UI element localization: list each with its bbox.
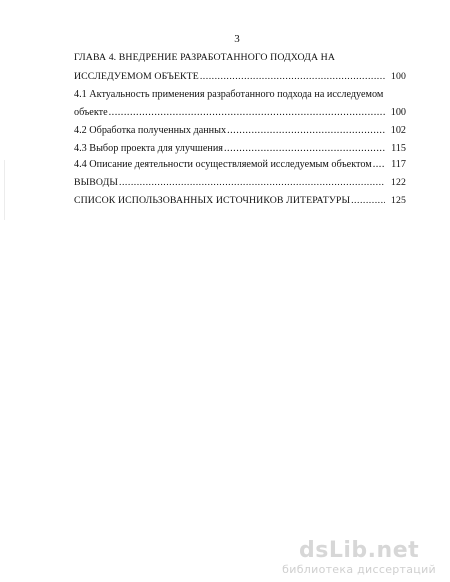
toc-entry-conclusions <box>74 177 406 189</box>
dot-leader <box>227 125 385 137</box>
dot-leader <box>351 195 385 207</box>
toc-entry-references <box>74 195 406 207</box>
scan-artifact-line <box>4 160 5 220</box>
section-4-4-page: 117 <box>391 159 406 170</box>
page-number: 3 <box>234 33 240 45</box>
dot-leader <box>109 107 385 119</box>
conclusions-title: ВЫВОДЫ <box>74 177 119 188</box>
toc-entry-section-4-2 <box>74 125 406 137</box>
section-4-4-title: 4.4 Описание деятельности осуществляемой исследуемым объектом <box>74 159 372 170</box>
section-4-3-title: 4.3 Выбор проекта для улучшения <box>74 143 223 154</box>
toc-entry-section-4-1 <box>74 107 406 119</box>
toc-entry-chapter-4 <box>74 71 406 83</box>
section-4-1-title-line-1: 4.1 Актуальность применения разработанного подхода на исследуемом <box>74 89 384 100</box>
chapter-4-page: 100 <box>391 71 406 82</box>
references-title: СПИСОК ИСПОЛЬЗОВАННЫХ ИСТОЧНИКОВ ЛИТЕРАТУРЫ <box>74 195 351 206</box>
toc-entry-section-4-4 <box>74 159 406 171</box>
toc-entry-section-4-3 <box>74 143 406 155</box>
section-4-3-page: 115 <box>391 143 406 154</box>
dot-leader <box>119 177 385 189</box>
watermark-subtitle: библиотека диссертаций <box>282 563 436 576</box>
watermark <box>282 539 436 576</box>
dot-leader <box>373 159 385 171</box>
references-page: 125 <box>391 195 406 206</box>
section-4-2-title: 4.2 Обработка полученных данных <box>74 125 227 136</box>
dot-leader <box>224 143 385 155</box>
conclusions-page: 122 <box>391 177 406 188</box>
section-4-2-page: 102 <box>390 125 406 136</box>
dot-leader <box>200 71 385 83</box>
section-4-1-page: 100 <box>390 107 406 118</box>
watermark-logo: dsLib.net <box>299 538 420 563</box>
section-4-1-title-line-2: объекте <box>74 107 108 118</box>
chapter-4-title-line-2: ИССЛЕДУЕМОМ ОБЪЕКТЕ <box>74 71 199 82</box>
chapter-4-title-line-1: ГЛАВА 4. ВНЕДРЕНИЕ РАЗРАБОТАННОГО ПОДХОДА НА <box>74 52 336 63</box>
